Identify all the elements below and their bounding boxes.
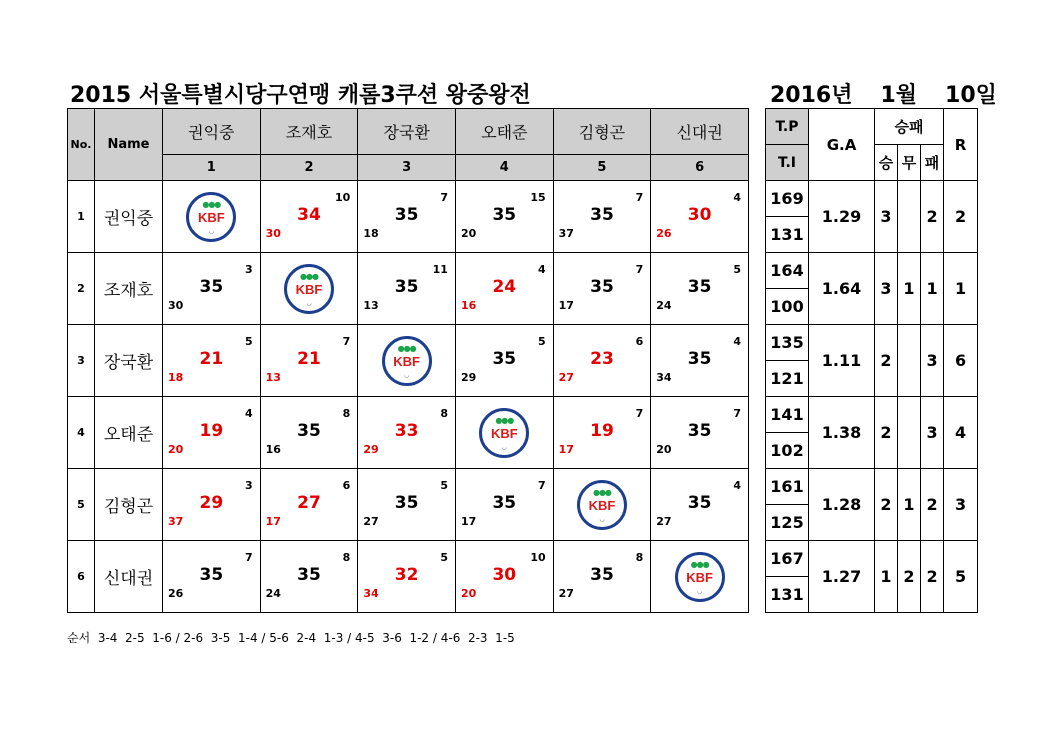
player-row [68,181,749,253]
column-number: 5 [553,155,651,181]
match-cell-inner [163,181,260,252]
total-innings: 125 [766,505,809,541]
match-score: 27 [297,493,321,513]
match-high-run: 34 [656,371,672,384]
match-cell [455,469,553,541]
header-draw: 무 [898,145,921,181]
match-high-run: 16 [265,443,281,456]
column-number: 2 [260,155,358,181]
match-innings: 8 [635,551,644,564]
match-cell-inner [358,325,455,396]
column-number: 3 [358,155,456,181]
match-score: 34 [297,205,321,225]
player-name: 조재호 [95,253,163,325]
match-innings: 5 [440,479,448,492]
header-ti: T.I [766,145,809,181]
match-innings: 7 [440,191,448,204]
match-score: 35 [492,205,517,225]
general-average: 1.11 [809,325,875,397]
match-innings: 4 [733,191,741,204]
match-score: 30 [492,565,517,585]
self-cell [651,541,749,613]
match-score: 35 [492,493,517,513]
match-cell-inner [358,253,455,324]
match-innings: 7 [635,191,644,204]
match-cell-inner [163,325,260,396]
match-score: 21 [199,349,224,369]
column-number: 4 [455,155,553,181]
header-name: Name [95,109,163,181]
total-innings: 121 [766,361,809,397]
match-high-run: 20 [460,227,477,240]
match-score: 35 [394,277,419,297]
match-score: 21 [297,349,321,369]
match-innings: 7 [635,263,644,276]
match-cell [651,325,749,397]
column-player-name: 장국환 [358,109,456,155]
losses: 3 [921,397,944,469]
total-points: 141 [766,397,809,433]
logo-dots: ●●● [495,415,514,425]
match-cell-inner [554,541,651,612]
match-score: 30 [687,205,712,225]
player-no: 6 [68,541,95,613]
date-year: 2016년 [770,83,853,108]
match-high-run: 13 [265,371,281,384]
match-high-run: 17 [265,515,281,528]
match-cell [553,325,651,397]
stats-row [766,541,978,577]
header-tp: T.P [766,109,809,145]
logo-text: KBF [192,210,230,225]
match-score: 35 [492,349,517,369]
logo-dots: ●●● [300,271,318,281]
total-innings: 102 [766,433,809,469]
player-row [68,541,749,613]
column-player-name: 김형곤 [553,109,651,155]
match-score: 23 [590,349,614,369]
stats-row [766,253,978,289]
match-cell-inner [554,181,651,252]
match-score: 35 [297,421,321,441]
player-no: 1 [68,181,95,253]
total-points: 161 [766,469,809,505]
match-high-run: 30 [168,299,184,312]
match-cell [358,397,456,469]
match-cell-inner [261,541,358,612]
player-row [68,325,749,397]
match-cell [553,181,651,253]
tournament-date [770,78,997,109]
player-row [68,397,749,469]
header-ga: G.A [809,109,875,181]
rank: 6 [944,325,978,397]
match-cell [163,325,261,397]
match-innings: 11 [432,263,448,276]
match-cell-inner [261,181,358,252]
match-score: 33 [394,421,419,441]
match-cell [455,253,553,325]
player-no: 3 [68,325,95,397]
kbf-logo-icon [479,408,529,458]
logo-ring: ◡ [306,299,312,307]
logo-dots: ●●● [592,487,611,497]
header-rank: R [944,109,978,181]
player-name: 권익중 [95,181,163,253]
rank: 2 [944,181,978,253]
match-high-run: 24 [265,587,281,600]
draws [898,325,921,397]
self-cell [163,181,261,253]
player-name: 오태준 [95,397,163,469]
wins: 2 [875,325,898,397]
logo-text: KBF [290,282,328,297]
match-innings: 5 [245,335,253,348]
match-innings: 7 [342,335,351,348]
match-cell [651,469,749,541]
match-cell-inner [261,325,358,396]
header-loss: 패 [921,145,944,181]
match-cell [358,469,456,541]
losses: 2 [921,469,944,541]
match-innings: 10 [530,551,546,564]
match-innings: 7 [537,479,546,492]
match-score: 35 [687,421,712,441]
match-innings: 5 [440,551,448,564]
match-score: 35 [687,493,712,513]
match-cell [455,181,553,253]
match-innings: 5 [733,263,741,276]
match-innings: 4 [733,479,741,492]
total-innings: 131 [766,577,809,613]
match-cell-inner [651,541,748,612]
match-high-run: 20 [460,587,477,600]
match-high-run: 27 [558,587,574,600]
match-high-run: 30 [265,227,281,240]
match-innings: 3 [245,479,253,492]
match-cell [163,397,261,469]
kbf-logo-icon [186,192,236,242]
match-cell-inner [554,325,651,396]
match-score: 19 [590,421,614,441]
match-high-run: 17 [558,443,574,456]
match-innings: 6 [342,479,351,492]
rank: 3 [944,469,978,541]
logo-ring: ◡ [599,515,605,523]
match-cell-inner [456,253,553,324]
match-innings: 7 [245,551,253,564]
match-score: 35 [590,277,614,297]
stats-table [765,108,978,613]
player-row [68,253,749,325]
column-player-name: 권익중 [163,109,261,155]
draws: 1 [898,469,921,541]
losses: 2 [921,541,944,613]
logo-text: KBF [681,570,719,585]
general-average: 1.64 [809,253,875,325]
match-high-run: 20 [168,443,184,456]
match-cell [455,541,553,613]
match-innings: 8 [342,407,351,420]
total-innings: 131 [766,217,809,253]
losses: 2 [921,181,944,253]
match-cell-inner [456,397,553,468]
match-innings: 4 [733,335,741,348]
match-cell-inner [554,397,651,468]
match-innings: 6 [635,335,644,348]
match-high-run: 29 [460,371,477,384]
match-cell [455,325,553,397]
match-cell-inner [651,253,748,324]
match-cell-inner [163,469,260,540]
match-high-run: 16 [460,299,477,312]
match-cell [553,397,651,469]
header-win: 승 [875,145,898,181]
match-innings: 3 [245,263,253,276]
total-points: 167 [766,541,809,577]
losses: 3 [921,325,944,397]
match-innings: 7 [635,407,644,420]
match-high-run: 17 [460,515,477,528]
wins: 2 [875,397,898,469]
match-cell-inner [358,397,455,468]
kbf-logo-icon [675,552,725,602]
match-cell-inner [651,325,748,396]
kbf-logo-icon [577,480,627,530]
match-cell-inner [358,541,455,612]
match-cell-inner [358,181,455,252]
match-cell [651,397,749,469]
rank: 1 [944,253,978,325]
draws: 2 [898,541,921,613]
match-cell-inner [651,181,748,252]
stats-row [766,325,978,361]
total-points: 164 [766,253,809,289]
match-cell [163,469,261,541]
total-points: 135 [766,325,809,361]
date-month: 1월 [880,83,918,108]
rank: 4 [944,397,978,469]
match-high-run: 20 [656,443,672,456]
match-grid [67,108,749,613]
player-name: 김형곤 [95,469,163,541]
match-score: 35 [199,565,224,585]
match-cell [553,253,651,325]
match-cell-inner [163,541,260,612]
self-cell [358,325,456,397]
date-day: 10일 [945,83,997,108]
self-cell [260,253,358,325]
total-innings: 100 [766,289,809,325]
match-cell-inner [456,181,553,252]
match-high-run: 29 [363,443,379,456]
column-number: 1 [163,155,261,181]
logo-dots: ●●● [690,559,709,569]
match-score: 35 [590,205,614,225]
logo-dots: ●●● [397,343,416,353]
header-row-numbers [68,155,749,181]
match-cell-inner [261,397,358,468]
player-name: 신대권 [95,541,163,613]
self-cell [553,469,651,541]
match-score: 35 [687,349,712,369]
match-score: 19 [199,421,224,441]
logo-ring: ◡ [404,371,410,379]
draws: 1 [898,253,921,325]
draws [898,397,921,469]
match-cell-inner [554,253,651,324]
logo-dots: ●●● [202,199,221,209]
match-cell-inner [456,325,553,396]
column-player-name: 오태준 [455,109,553,155]
player-row [68,469,749,541]
match-high-run: 27 [656,515,672,528]
logo-ring: ◡ [208,227,214,235]
match-cell-inner [163,397,260,468]
match-score: 24 [492,277,517,297]
match-cell [260,325,358,397]
draws [898,181,921,253]
header-no: No. [68,109,95,181]
match-high-run: 27 [558,371,574,384]
match-high-run: 26 [656,227,672,240]
match-cell-inner [163,253,260,324]
match-high-run: 26 [168,587,184,600]
match-cell [651,253,749,325]
wins: 2 [875,469,898,541]
match-cell-inner [651,397,748,468]
match-high-run: 34 [363,587,379,600]
match-cell-inner [456,469,553,540]
match-high-run: 37 [558,227,574,240]
match-cell-inner [261,469,358,540]
general-average: 1.38 [809,397,875,469]
match-high-run: 18 [363,227,379,240]
kbf-logo-icon [382,336,432,386]
column-number: 6 [651,155,749,181]
match-innings: 5 [537,335,546,348]
match-innings: 10 [335,191,351,204]
match-innings: 4 [537,263,546,276]
match-cell-inner [651,469,748,540]
kbf-logo-icon [284,264,334,314]
match-innings: 8 [342,551,351,564]
logo-text: KBF [485,426,523,441]
match-cell [163,541,261,613]
match-score: 35 [394,493,419,513]
match-high-run: 24 [656,299,672,312]
logo-text: KBF [388,354,426,369]
match-cell [260,397,358,469]
match-cell-inner [358,469,455,540]
stats-row [766,469,978,505]
match-innings: 4 [245,407,253,420]
match-score: 35 [394,205,419,225]
wins: 3 [875,253,898,325]
match-order: 순서 3-4 2-5 1-6 / 2-6 3-5 1-4 / 5-6 2-4 1-3 / 4-5 3-6 1-2 / 4-6 2-3 1-5 [67,631,515,645]
logo-text: KBF [583,498,621,513]
stats-row [766,181,978,217]
match-score: 35 [199,277,224,297]
stats-row [766,397,978,433]
player-name: 장국환 [95,325,163,397]
player-no: 5 [68,469,95,541]
general-average: 1.27 [809,541,875,613]
match-cell [163,253,261,325]
total-points: 169 [766,181,809,217]
match-cell [358,253,456,325]
stats-header-row [766,109,978,145]
player-no: 2 [68,253,95,325]
match-innings: 15 [530,191,546,204]
match-cell [358,541,456,613]
match-cell [553,541,651,613]
wins: 1 [875,541,898,613]
match-innings: 8 [440,407,448,420]
match-cell [358,181,456,253]
column-player-name: 신대권 [651,109,749,155]
match-score: 35 [590,565,614,585]
wins: 3 [875,181,898,253]
self-cell [455,397,553,469]
match-cell [260,541,358,613]
general-average: 1.28 [809,469,875,541]
match-score: 35 [297,565,321,585]
tournament-title: 2015 서울특별시당구연맹 캐롬3쿠션 왕중왕전 [70,83,531,108]
match-high-run: 17 [558,299,574,312]
match-cell-inner [456,541,553,612]
header-row-names [68,109,749,155]
match-high-run: 37 [168,515,184,528]
player-no: 4 [68,397,95,469]
match-score: 32 [394,565,419,585]
match-cell [651,181,749,253]
match-score: 35 [687,277,712,297]
logo-ring: ◡ [501,443,507,451]
logo-ring: ◡ [697,587,703,595]
rank: 5 [944,541,978,613]
losses: 1 [921,253,944,325]
header-result: 승패 [875,109,944,145]
match-high-run: 27 [363,515,379,528]
match-innings: 7 [733,407,741,420]
match-cell-inner [554,469,651,540]
match-score: 29 [199,493,224,513]
column-player-name: 조재호 [260,109,358,155]
match-high-run: 13 [363,299,379,312]
match-cell-inner [261,253,358,324]
general-average: 1.29 [809,181,875,253]
match-cell [260,181,358,253]
match-high-run: 18 [168,371,184,384]
match-cell [260,469,358,541]
